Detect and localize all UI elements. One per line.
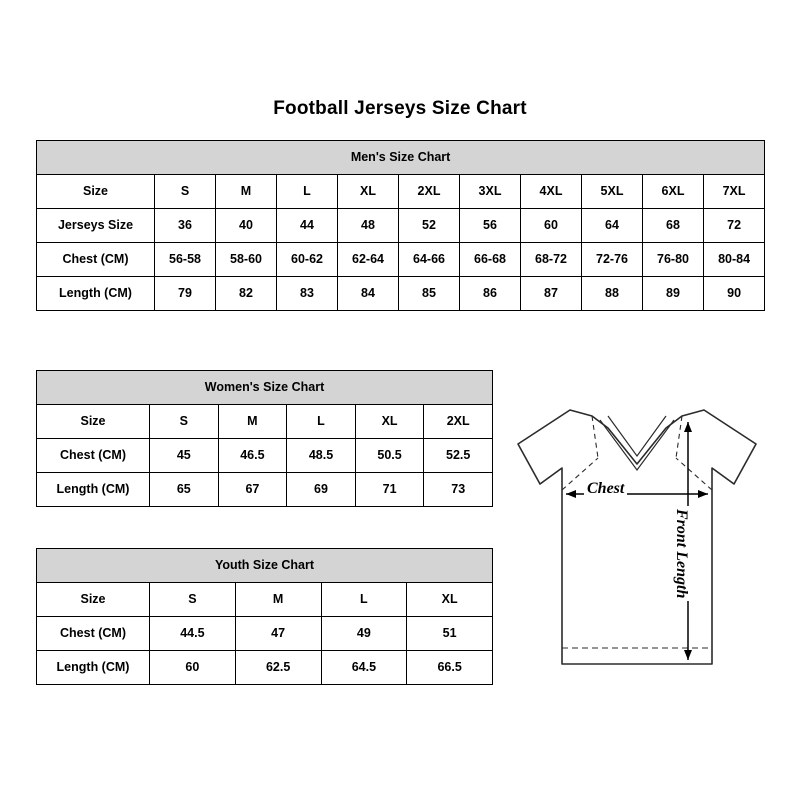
table-cell: 52 [399, 209, 460, 243]
table-cell: 48.5 [287, 439, 356, 473]
table-row [37, 209, 765, 243]
table-cell: 52.5 [424, 439, 493, 473]
table-cell: 76-80 [643, 243, 704, 277]
table-cell: 85 [399, 277, 460, 311]
row-label: Length (CM) [37, 473, 150, 507]
table-cell: 68-72 [521, 243, 582, 277]
mens-section-title: Men's Size Chart [37, 141, 765, 175]
table-cell: XL [355, 405, 424, 439]
table-cell: 90 [704, 277, 765, 311]
row-label: Size [37, 405, 150, 439]
row-label: Chest (CM) [37, 439, 150, 473]
table-cell: 88 [582, 277, 643, 311]
table-cell: 66.5 [407, 651, 493, 685]
table-cell: M [235, 583, 321, 617]
table-cell: 66-68 [460, 243, 521, 277]
table-cell: 2XL [424, 405, 493, 439]
row-label: Chest (CM) [37, 617, 150, 651]
table-cell: 4XL [521, 175, 582, 209]
table-cell: 44.5 [150, 617, 236, 651]
table-cell: L [287, 405, 356, 439]
table-cell: 36 [155, 209, 216, 243]
table-cell: 56 [460, 209, 521, 243]
table-cell: 64.5 [321, 651, 407, 685]
table-cell: 72-76 [582, 243, 643, 277]
table-cell: 67 [218, 473, 287, 507]
table-cell: 51 [407, 617, 493, 651]
table-row [37, 175, 765, 209]
table-cell: 72 [704, 209, 765, 243]
table-cell: 87 [521, 277, 582, 311]
table-cell: 45 [150, 439, 219, 473]
table-cell: 68 [643, 209, 704, 243]
table-cell: 5XL [582, 175, 643, 209]
row-label: Size [37, 583, 150, 617]
table-section-header [37, 371, 493, 405]
table-cell: 79 [155, 277, 216, 311]
jersey-outline-icon [500, 398, 778, 688]
table-cell: 7XL [704, 175, 765, 209]
table-cell: XL [407, 583, 493, 617]
jersey-measurement-diagram [500, 398, 778, 688]
table-section-header [37, 549, 493, 583]
table-cell: S [150, 405, 219, 439]
table-cell: 62.5 [235, 651, 321, 685]
table-cell: 60 [150, 651, 236, 685]
table-row [37, 583, 493, 617]
table-cell: L [321, 583, 407, 617]
table-cell: 2XL [399, 175, 460, 209]
table-cell: 47 [235, 617, 321, 651]
table-cell: 84 [338, 277, 399, 311]
table-cell: 50.5 [355, 439, 424, 473]
table-row [37, 473, 493, 507]
womens-size-chart-table [36, 370, 493, 507]
table-cell: 40 [216, 209, 277, 243]
table-cell: 49 [321, 617, 407, 651]
table-cell: 69 [287, 473, 356, 507]
table-cell: XL [338, 175, 399, 209]
table-cell: 62-64 [338, 243, 399, 277]
table-row [37, 617, 493, 651]
table-cell: 64 [582, 209, 643, 243]
table-row [37, 439, 493, 473]
table-row [37, 243, 765, 277]
table-cell: S [150, 583, 236, 617]
table-cell: 46.5 [218, 439, 287, 473]
table-cell: 60-62 [277, 243, 338, 277]
chest-dimension-label: Chest [584, 480, 627, 498]
row-label: Chest (CM) [37, 243, 155, 277]
mens-size-chart-table [36, 140, 765, 311]
table-cell: 65 [150, 473, 219, 507]
row-label: Length (CM) [37, 651, 150, 685]
table-cell: 6XL [643, 175, 704, 209]
table-cell: M [216, 175, 277, 209]
table-cell: 60 [521, 209, 582, 243]
table-cell: L [277, 175, 338, 209]
table-cell: 82 [216, 277, 277, 311]
table-cell: 58-60 [216, 243, 277, 277]
table-cell: 73 [424, 473, 493, 507]
row-label: Size [37, 175, 155, 209]
table-cell: 48 [338, 209, 399, 243]
table-cell: 83 [277, 277, 338, 311]
table-row [37, 651, 493, 685]
youth-section-title: Youth Size Chart [37, 549, 493, 583]
table-cell: 71 [355, 473, 424, 507]
table-cell: S [155, 175, 216, 209]
table-section-header [37, 141, 765, 175]
row-label: Length (CM) [37, 277, 155, 311]
youth-size-chart-table [36, 548, 493, 685]
womens-section-title: Women's Size Chart [37, 371, 493, 405]
front-length-dimension-label: Front Length [672, 506, 690, 601]
table-cell: 89 [643, 277, 704, 311]
table-cell: 44 [277, 209, 338, 243]
table-cell: 80-84 [704, 243, 765, 277]
table-row [37, 277, 765, 311]
table-cell: 86 [460, 277, 521, 311]
page-title: Football Jerseys Size Chart [273, 98, 527, 119]
table-cell: 56-58 [155, 243, 216, 277]
table-cell: M [218, 405, 287, 439]
table-cell: 3XL [460, 175, 521, 209]
table-cell: 64-66 [399, 243, 460, 277]
table-row [37, 405, 493, 439]
row-label: Jerseys Size [37, 209, 155, 243]
